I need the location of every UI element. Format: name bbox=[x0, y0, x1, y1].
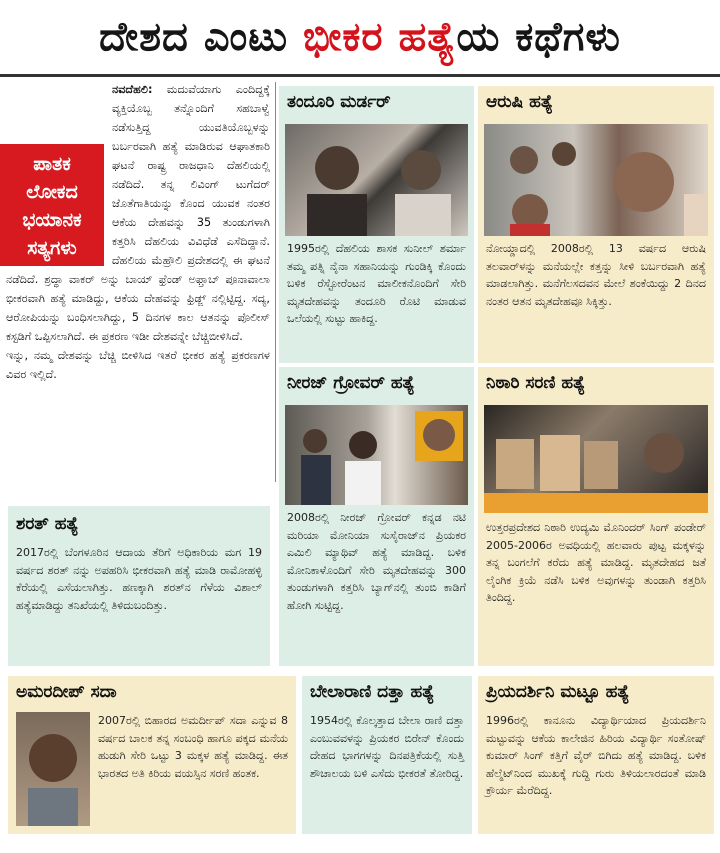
story-priyadarshini bbox=[478, 676, 714, 834]
section-label-line: ಸತ್ಯಗಳು bbox=[27, 237, 77, 259]
story-amardeep bbox=[8, 676, 296, 834]
story-text: 1954ರಲ್ಲಿ ಕೊಲ್ಕತ್ತಾದ ಬೇಲಾ ರಾಣಿ ದತ್ತಾ ಎಂಬುವವಳನ್ನು ಪ್ರಿಯಕರ ಬಿರೇನ್ ಕೊಂದು ದೇಹದ ಭಾಗಗಳನ್ನು ದಿನಪತ್ರಿಕೆಯಲ್ಲಿ ಸುತ್ತಿ ಶೌಚಾಲಯ ಬಳಿ ಎಸೆದು ಭೀಕರತೆ ತೋರಿದ್ದ. bbox=[310, 714, 464, 780]
portrait-icon bbox=[285, 405, 468, 505]
story-photo bbox=[484, 405, 708, 513]
headline-part3: ಯ ಕಥೆಗಳು bbox=[456, 14, 621, 60]
story-title: ನೀರಜ್ ಗ್ರೋವರ್ ಹತ್ಯೆ bbox=[287, 373, 415, 393]
portrait-icon bbox=[484, 405, 708, 513]
intro-text-1: ಮದುವೆಯಾಗು ಎಂದಿದ್ದಕ್ಕೆ ವ್ಯಕ್ತಿಯೊಬ್ಬ ತನ್ನೊಂದಿಗೆ ಸಹಬಾಳ್ವೆ ನಡೆಸುತ್ತಿದ್ದ ಯುವತಿಯೊಬ್ಬಳನ್ನು ಬರ್ಬರವಾಗಿ ಹತ್ಯೆ ಮಾಡಿರುವ ಆಘಾತಕಾರಿ ಘಟನೆ ರಾಷ್ಟ್ರ ರಾಜಧಾನಿ ದೆಹಲಿಯಲ್ಲಿ ನಡೆದಿದೆ. ತನ್ನ ಲಿವಿಂಗ್ ಟುಗೆದರ್ ಜೊತೆಗಾತಿಯನ್ನು ಕೊಂದ ಯುವಕ ನಂತರ ಆಕೆಯ ದೇಹವನ್ನು 35 ತುಂಡುಗಳಾಗಿ ಕತ್ತರಿಸಿ ದೆಹಲಿಯ ವಿವಿಧೆಡೆ ಎಸೆದಿದ್ದಾನೆ. ದೆಹಲಿಯ ಮೆಹ್ರೌಲಿ ಪ್ರದೇಶದಲ್ಲಿ ಈ ಘಟನೆ ನಡೆದಿದೆ. ಶ್ರದ್ಧಾ ವಾಕರ್ ಅನ್ನು ಬಾಯ್ ಫ್ರೆಂಡ್ ಅಫ್ತಾಬ್ ಪೂನಾವಾಲಾ ಭೀಕರವಾಗಿ ಹತ್ಯೆ ಮಾಡಿದ್ದು, ಆಕೆಯ ದೇಹವನ್ನು ಫ್ರಿಡ್ಜ್ ನಲ್ಲಿಟ್ಟಿದ್ದ. ಸದ್ಯ, ಆರೋಪಿಯನ್ನು ಬಂಧಿಸಲಾಗಿದ್ದು, 5 ದಿನಗಳ ಕಾಲ ಆತನನ್ನು ಪೊಲೀಸ್ ಕಸ್ಟಡಿಗೆ ಒಪ್ಪಿಸಲಾಗಿದೆ. ಈ ಪ್ರಕರಣ ಇಡೀ ದೇಶವನ್ನೇ ಬೆಚ್ಚಿಬೀಳಿಸಿದೆ. bbox=[6, 83, 270, 343]
story-text: 2017ರಲ್ಲಿ ಬೆಂಗಳೂರಿನ ಆದಾಯ ತೆರಿಗೆ ಅಧಿಕಾರಿಯ ಮಗ 19 ವರ್ಷದ ಶರತ್ ನನ್ನು ಅಪಹರಿಸಿ ಭೀಕರವಾಗಿ ಹತ್ಯೆ ಮಾಡಿ ರಾಮೋಹಳ್ಳಿ ಕೆರೆಯಲ್ಲಿ ಎಸೆಯಲಾಗಿತ್ತು. ಹಣಕ್ಕಾಗಿ ಶರತ್‌ನ ಗೆಳೆಯ ವಿಶಾಲ್ ಹತ್ಯೆಮಾಡಿದ್ದು ತನಿಖೆಯಲ್ಲಿ ತಿಳಿದುಬಂದಿತ್ತು. bbox=[16, 546, 262, 612]
portrait-icon bbox=[16, 712, 90, 826]
section-label-line: ಲೋಕದ bbox=[26, 181, 78, 203]
story-text: 1996ರಲ್ಲಿ ಕಾನೂನು ವಿದ್ಯಾರ್ಥಿಯಾದ ಪ್ರಿಯದರ್ಶಿನಿ ಮಟ್ಟುವನ್ನು ಆಕೆಯ ಕಾಲೇಜಿನ ಹಿರಿಯ ವಿದ್ಯಾರ್ಥಿ ಸಂತೋಷ್ ಕುಮಾರ್ ಸಿಂಗ್ ಕತ್ತಿಗೆ ವೈರ್ ಬಿಗಿದು ಹತ್ಯೆ ಮಾಡಿದ್ದ. ಬಳಿಕ ಹೆಲ್ಮೆಟ್‌ನಿಂದ ಮುಖಕ್ಕೆ ಗುದ್ದಿ ಗುರು ತಿಳಿಯಲಾರದಂತೆ ಮಾಡಿ ಕ್ರೌರ್ಯ ಮೆರೆದಿದ್ದ. bbox=[486, 714, 706, 797]
story-photo bbox=[285, 124, 468, 236]
story-photo bbox=[484, 124, 708, 236]
story-text: 2007ರಲ್ಲಿ ಬಿಹಾರದ ಅಮರ್ದೀಪ್ ಸದಾ ಎನ್ನುವ 8 ವರ್ಷದ ಬಾಲಕ ತನ್ನ ಸಂಬಂಧಿ ಹಾಗೂ ಪಕ್ಕದ ಮನೆಯ ಹುಡುಗಿ ಸೇರಿ ಒಟ್ಟು 3 ಮಕ್ಕಳ ಹತ್ಯೆ ಮಾಡಿದ್ದ. ಈತ ಭಾರತದ ಅತಿ ಕಿರಿಯ ವಯಸ್ಸಿನ ಸರಣಿ ಹಂತಕ. bbox=[98, 714, 288, 780]
story-text: ಉತ್ತರಪ್ರದೇಶದ ನಿಠಾರಿ ಉದ್ಯಮಿ ಮೊನಿಂದರ್ ಸಿಂಗ್ ಪಂಡೇರ್ 2005-2006ರ ಅವಧಿಯಲ್ಲಿ ಹಲವಾರು ಪುಟ್ಟ ಮಕ್ಕಳನ್ನು ತನ್ನ ಬಂಗಲೆಗೆ ಕರೆದು ಹತ್ಯೆ ಮಾಡಿದ್ದ. ಮೃತದೇಹದ ಜತೆ ಲೈಂಗಿಕ ಕ್ರಿಯೆ ನಡೆಸಿ ಬಳಿಕ ಅವುಗಳನ್ನು ತುಂಡಾಗಿ ಕತ್ತರಿಸಿ ತಿಂದಿದ್ದ. bbox=[486, 521, 706, 604]
story-title: ಆರುಷಿ ಹತ್ಯೆ bbox=[486, 92, 553, 112]
story-title: ನಿಠಾರಿ ಸರಣಿ ಹತ್ಯೆ bbox=[486, 373, 586, 393]
section-label-line: ಪಾತಕ bbox=[33, 153, 71, 175]
story-title: ಶರತ್ ಹತ್ಯೆ bbox=[16, 514, 79, 534]
column-divider bbox=[275, 82, 276, 482]
page-headline bbox=[0, 0, 720, 74]
story-sharath bbox=[8, 506, 270, 666]
story-text: ನೋಯ್ಡಾದಲ್ಲಿ 2008ರಲ್ಲಿ 13 ವರ್ಷದ ಆರುಷಿ ತಲವಾರ್‌ಳನ್ನು ಮನೆಯಲ್ಲೇ ಕತ್ತನ್ನು ಸೀಳಿ ಬರ್ಬರವಾಗಿ ಹತ್ಯೆ ಮಾಡಲಾಗಿತ್ತು. ಮನೆಗೆಲಸದವನ ಮೇಲೆ ಶಂಕೆಯಿದ್ದು 2 ದಿನದ ನಂತರ ಆತನ ಮೃತದೇಹವೂ ಸಿಕ್ಕಿತ್ತು. bbox=[486, 242, 706, 308]
story-photo bbox=[16, 712, 90, 826]
story-bela bbox=[302, 676, 472, 834]
portrait-icon bbox=[285, 124, 468, 236]
story-aarushi bbox=[478, 86, 714, 363]
story-title: ಬೇಲಾರಾಣಿ ದತ್ತಾ ಹತ್ಯೆ bbox=[310, 682, 435, 702]
story-nithari bbox=[478, 367, 714, 666]
intro-paragraph-2: ಇನ್ನು, ನಮ್ಮ ದೇಶವನ್ನು ಬೆಚ್ಚಿ ಬೀಳಿಸಿದ ಇತರೆ ಭೀಕರ ಹತ್ಯೆ ಪ್ರಕರಣಗಳ ವಿವರ ಇಲ್ಲಿದೆ. bbox=[6, 349, 270, 381]
story-text: 2008ರಲ್ಲಿ ನೀರಜ್ ಗ್ರೋವರ್ ಕನ್ನಡ ನಟಿ ಮರಿಯಾ ಮೋನಿಯಾ ಸುಸೈರಾಜ್‌ನ ಪ್ರಿಯಕರ ಎಮಿಲಿ ಮ್ಯಾಥಿವ್ ಹತ್ಯೆ ಮಾಡಿದ್ದ. ಬಳಿಕ ಮೋನಿಕಾಳೊಂದಿಗೆ ಸೇರಿ ಮೃತದೇಹವನ್ನು 300 ತುಂಡುಗಳಾಗಿ ಕತ್ತರಿಸಿ ಬ್ಯಾಗ್‌ನಲ್ಲಿ ತುಂಬಿ ಕಾಡಿಗೆ ಹೋಗಿ ಸುಟ್ಟಿದ್ದ. bbox=[287, 511, 466, 612]
story-title: ಪ್ರಿಯದರ್ಶಿನಿ ಮಟ್ಟೂ ಹತ್ಯೆ bbox=[486, 682, 630, 702]
story-tandoori bbox=[279, 86, 474, 363]
story-title: ಅಮರದೀಪ್ ಸದಾ bbox=[16, 682, 117, 702]
story-text: 1995ರಲ್ಲಿ ದೆಹಲಿಯ ಶಾಸಕ ಸುನೀಲ್ ಶರ್ಮಾ ತಮ್ಮ ಪತ್ನಿ ನೈನಾ ಸಹಾನಿಯನ್ನು ಗುಂಡಿಕ್ಕಿ ಕೊಂದು ಬಳಿಕ ರೆಸ್ಟೋರೆಂಟನ ಮಾಲೀಕನೊಂದಿಗೆ ಸೇರಿ ಮೃತದೇಹವನ್ನು ತಂದೂರಿ ರೊಟಿ ಮಾಡುವ ಒಲೆಯಲ್ಲಿ ಸುಟ್ಟು ಹಾಕಿದ್ದ. bbox=[287, 242, 466, 325]
headline-highlight: ಭೀಕರ ಹತ್ಯೆ bbox=[302, 14, 457, 60]
headline-part1: ದೇಶದ ಎಂಟು bbox=[99, 14, 303, 60]
dateline: ನವದೆಹಲಿ: bbox=[112, 83, 153, 96]
story-neeraj bbox=[279, 367, 474, 666]
intro-article bbox=[6, 80, 270, 384]
portrait-icon bbox=[484, 124, 708, 236]
story-photo bbox=[285, 405, 468, 505]
headline-rule bbox=[0, 74, 720, 77]
section-label-line: ಭಯಾನಕ bbox=[22, 209, 82, 231]
section-label-box bbox=[0, 144, 104, 266]
story-title: ತಂದೂರಿ ಮರ್ಡರ್ bbox=[287, 92, 391, 112]
